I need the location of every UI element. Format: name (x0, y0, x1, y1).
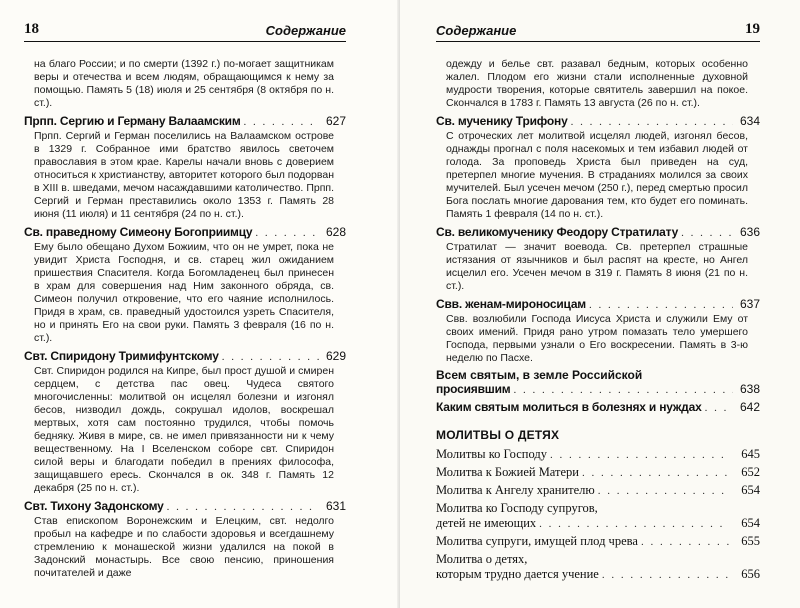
entry-description: Прпп. Сергий и Герман поселились на Валаамском острове в 1329 г. Собранное ими братство явилось светочем православия в этом крае. Карелы начали вновь с доверием относиться к христианству, авторитет которого был подорван в XIII в. шведами, мечом насаждавшими католичество. Прпп. Сергий и Герман преставились около 1353 г. Память 28 июня (11 июля) и 11 сентября (24 по н. ст.). (34, 130, 334, 220)
prayer-title: Молитва к Божией Матери (436, 465, 579, 479)
dot-leader (222, 351, 319, 363)
right-page-header (436, 0, 760, 42)
prayer-title-line1: Молитва ко Господу супругов, (436, 501, 598, 515)
toc-entry (24, 114, 346, 221)
right-page (400, 0, 800, 608)
entry-description: Ему было обещано Духом Божиим, что он не умрет, пока не увидит Христа Господня, и св. старец жил ожиданием пришествия Спасителя. Когда Богомладенец был принесен в храм для совершения над Ним законного обряда, св. Симеон получил откровение, что его чаяние исполнилось. Придя в храм, св. праведный удостоился узреть Спасителя, но и принять Его на свои руки. Память 3 февраля (16 по н. ст.). (34, 241, 334, 344)
entry-page: 638 (739, 382, 760, 396)
entry-page[interactable]: 628 (325, 225, 346, 239)
prayer-entry[interactable] (436, 465, 760, 480)
dot-leader (641, 536, 729, 548)
entry-title[interactable]: Прпп. Сергию и Герману Валаамским (24, 114, 241, 128)
prayer-page: 656 (741, 567, 760, 581)
entry-title[interactable]: Св. праведному Симеону Богоприимцу (24, 225, 253, 239)
entry-description: Став епископом Воронежским и Елецким, свт. недолго пробыл на кафедре и по слабости здоровья и всегдашнему стремлению к монашеской жизни удалился на покой в Задонский монастырь. Все свою пенсию, приношения почитателей и даже (34, 515, 334, 579)
toc-entry-all-saints[interactable] (436, 368, 760, 396)
prayer-page: 652 (741, 465, 760, 479)
entry-page[interactable]: 627 (325, 114, 346, 128)
toc-entry (24, 349, 346, 495)
entry-title[interactable]: Свв. женам-мироносицам (436, 297, 586, 311)
dot-leader (255, 227, 319, 239)
entry-page[interactable]: 636 (739, 225, 760, 239)
prayer-page: 645 (741, 447, 760, 461)
prayer-title-line2: которым трудно дается учение (436, 567, 599, 581)
dot-leader (582, 467, 729, 479)
prayer-entry-childless[interactable] (436, 501, 760, 531)
intro-text: на благо России; и по смерти (1392 г.) по-могает защитникам веры и отечества и всем людям, обращающимся к нему за помощью. Память 5 (18) июля и 25 сентября (8 октября по н. ст.). (34, 58, 334, 109)
dot-leader (589, 299, 733, 311)
entry-title[interactable]: Свт. Тихону Задонскому (24, 499, 164, 513)
dot-leader (167, 501, 319, 513)
toc-entry (24, 499, 346, 580)
dot-leader (598, 485, 729, 497)
prayer-entry[interactable] (436, 447, 760, 462)
dot-leader (539, 518, 729, 530)
toc-entry (436, 114, 760, 221)
entry-description: Стратилат — значит воевода. Св. претерпел страшные истязания от язычников и был распят на кресте, но Ангел исцелил его. Усечен мечом в 319 г. Память 8 июня (21 по н. ст.). (446, 241, 748, 292)
toc-entry (436, 297, 760, 365)
prayer-entry[interactable] (436, 483, 760, 498)
prayer-title: Молитвы ко Господу (436, 447, 547, 461)
intro-text: одежду и белье свт. разавал бедным, которых особенно жалел. Плодом его жизни стали исполненные духовной мудрости творения, которые святитель завершил на покое. Скончался в 1783 г. Память 13 августа (26 по н. ст.). (446, 58, 748, 109)
prayer-page: 654 (741, 483, 760, 497)
entry-page[interactable]: 634 (739, 114, 760, 128)
entry-page: 642 (739, 400, 760, 414)
running-head: Содержание (436, 23, 517, 38)
toc-entry-healing[interactable] (436, 400, 760, 414)
prayer-title: Молитва к Ангелу хранителю (436, 483, 595, 497)
dot-leader (705, 402, 733, 414)
page-number: 19 (745, 21, 760, 37)
running-head: Содержание (265, 23, 346, 38)
prayer-title-line2: детей не имеющих (436, 516, 537, 530)
entry-description: С отроческих лет молитвой исцелял людей, изгонял бесов, однажды прогнал с поля насекомых и тем избавил людей от голода. За проповедь Христа был приведен на суд, претерпел многие мучения. В страданиях молился за своих мучителей. Был усечен мечом (250 г.), перед смертью просил Бога послать многие дарования тем, кто будет его поминать. Память 1 февраля (14 по н. ст.). (446, 130, 748, 220)
entry-title-line1: Всем святым, в земле Российской (436, 368, 643, 382)
left-page-header (24, 0, 346, 42)
prayer-page: 655 (741, 534, 760, 548)
prayer-entry-hard-learning[interactable] (436, 552, 760, 582)
prayer-page: 654 (741, 516, 760, 530)
entry-title: Каким святым молиться в болезнях и нуждах (436, 400, 702, 414)
entry-description: Свв. возлюбили Господа Иисуса Христа и служили Ему от своих имений. Придя рано утром помазать тело умершего Господа, первыми узнали о Его воскресении. Память в 3-ю неделю по Пасхе. (446, 313, 748, 364)
toc-entry (24, 225, 346, 345)
prayer-title: Молитва супруги, имущей плод чрева (436, 534, 638, 548)
entry-description: Свт. Спиридон родился на Кипре, был прост душой и смирен сердцем, с детства пас овец. Чудеса святого многочисленны: молитвой он исцелял болезни и изгонял бесов, низводил дождь, сокрушал идолов, воскрешал мертвых, хотя сам постоянно трудился, чтобы помочь бедняку. Живя в мире, св. не имел привязанности ни к чему вещественному. На I Вселенском соборе свт. Спиридон силой веры и благодати победил в прениях философа, защищавшего ересь. Скончался в ок. 348 г. Память 12 декабря (25 по н. ст.). (34, 365, 334, 494)
page-number: 18 (24, 21, 39, 37)
prayer-entry-spouse[interactable] (436, 534, 760, 549)
dot-leader (513, 384, 733, 396)
dot-leader (681, 227, 733, 239)
entry-title[interactable]: Свт. Спиридону Тримифунтскому (24, 349, 219, 363)
toc-entry (436, 225, 760, 293)
dot-leader (571, 116, 733, 128)
dot-leader (550, 449, 729, 461)
entry-title[interactable]: Св. великомученику Феодору Стратилату (436, 225, 679, 239)
entry-title-line2: просиявшим (436, 382, 511, 396)
entry-title[interactable]: Св. мученику Трифону (436, 114, 568, 128)
section-title: МОЛИТВЫ О ДЕТЯХ (436, 428, 560, 442)
entry-page[interactable]: 631 (325, 499, 346, 513)
entry-page[interactable]: 637 (739, 297, 760, 311)
prayer-title-line1: Молитва о детях, (436, 552, 528, 566)
dot-leader (602, 569, 729, 581)
entry-page[interactable]: 629 (325, 349, 346, 363)
dot-leader (244, 116, 319, 128)
